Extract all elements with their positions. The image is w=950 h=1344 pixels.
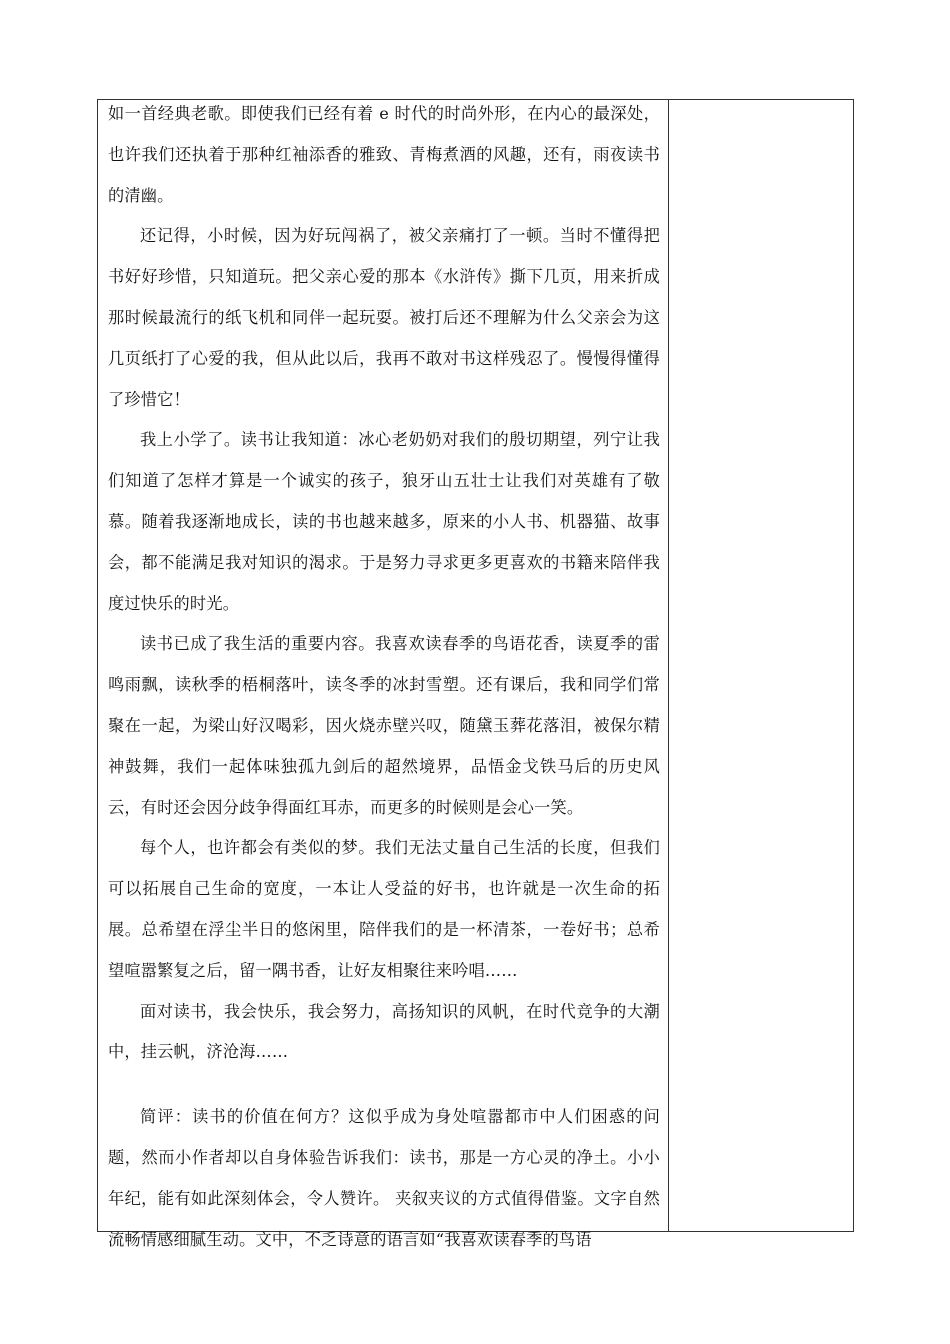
essay-paragraph: 如一首经典老歌。即使我们已经有着 e 时代的时尚外形，在内心的最深处，也许我们还执着于那种红袖添香的雅致、青梅煮酒的风趣，还有，雨夜读书的清幽。 [108, 104, 660, 205]
essay-paragraph: 读书已成了我生活的重要内容。我喜欢读春季的鸟语花香，读夏季的雷鸣雨飘，读秋季的梧桐落叶，读冬季的冰封雪塑。还有课后，我和同学们常聚在一起，为梁山好汉喝彩，因火烧赤壁兴叹，随黛玉葬花落泪，被保尔精神鼓舞，我们一起体味独孤九剑后的超然境界，品悟金戈铁马后的历史风云，有时还会因分歧争得面红耳赤，而更多的时候则是会心一笑。 [108, 634, 660, 817]
essay-content-cell [98, 100, 669, 1249]
essay-paragraph: 每个人，也许都会有类似的梦。我们无法丈量自己生活的长度，但我们可以拓展自己生命的宽度，一本让人受益的好书，也许就是一次生命的拓展。总希望在浮尘半日的悠闲里，陪伴我们的是一杯清茶，一卷好书；总希望喧嚣繁复之后，留一隅书香，让好友相聚往来吟唱…… [108, 838, 660, 980]
essay-paragraph: 面对读书，我会快乐，我会努力，高扬知识的风帆，在时代竞争的大潮中，挂云帆，济沧海…… [108, 1001, 660, 1062]
essay-paragraph: 我上小学了。读书让我知道：冰心老奶奶对我们的殷切期望，列宁让我们知道了怎样才算是一个诚实的孩子，狼牙山五壮士让我们对英雄有了敬慕。随着我逐渐地成长，读的书也越来越多，原来的小人书、机器猫、故事会，都不能满足我对知识的渴求。于是努力寻求更多更喜欢的书籍来陪伴我度过快乐的时光。 [108, 430, 660, 613]
document-table [97, 99, 854, 1249]
paragraph-gap [108, 1073, 660, 1097]
essay-paragraph: 还记得，小时候，因为好玩闯祸了，被父亲痛打了一顿。当时不懂得把书好好珍惜，只知道玩。把父亲心爱的那本《水浒传》撕下几页，用来折成那时候最流行的纸飞机和同伴一起玩耍。被打后还不理解为什么父亲会为这几页纸打了心爱的我，但从此以后，我再不敢对书这样残忍了。慢慢得懂得了珍惜它！ [108, 226, 660, 409]
notes-column-cell [669, 100, 853, 1231]
review-comment: 简评：读书的价值在何方？这似乎成为身处喧嚣都市中人们困惑的问题，然而小作者却以自身体验告诉我们：读书，那是一方心灵的净土。小小年纪，能有如此深刻体会，令人赞许。 夹叙夹议的方式值得借鉴。文字自然流畅情感细腻生动。文中，不乏诗意的语言如“我喜欢读春季的鸟语 [108, 1107, 660, 1249]
